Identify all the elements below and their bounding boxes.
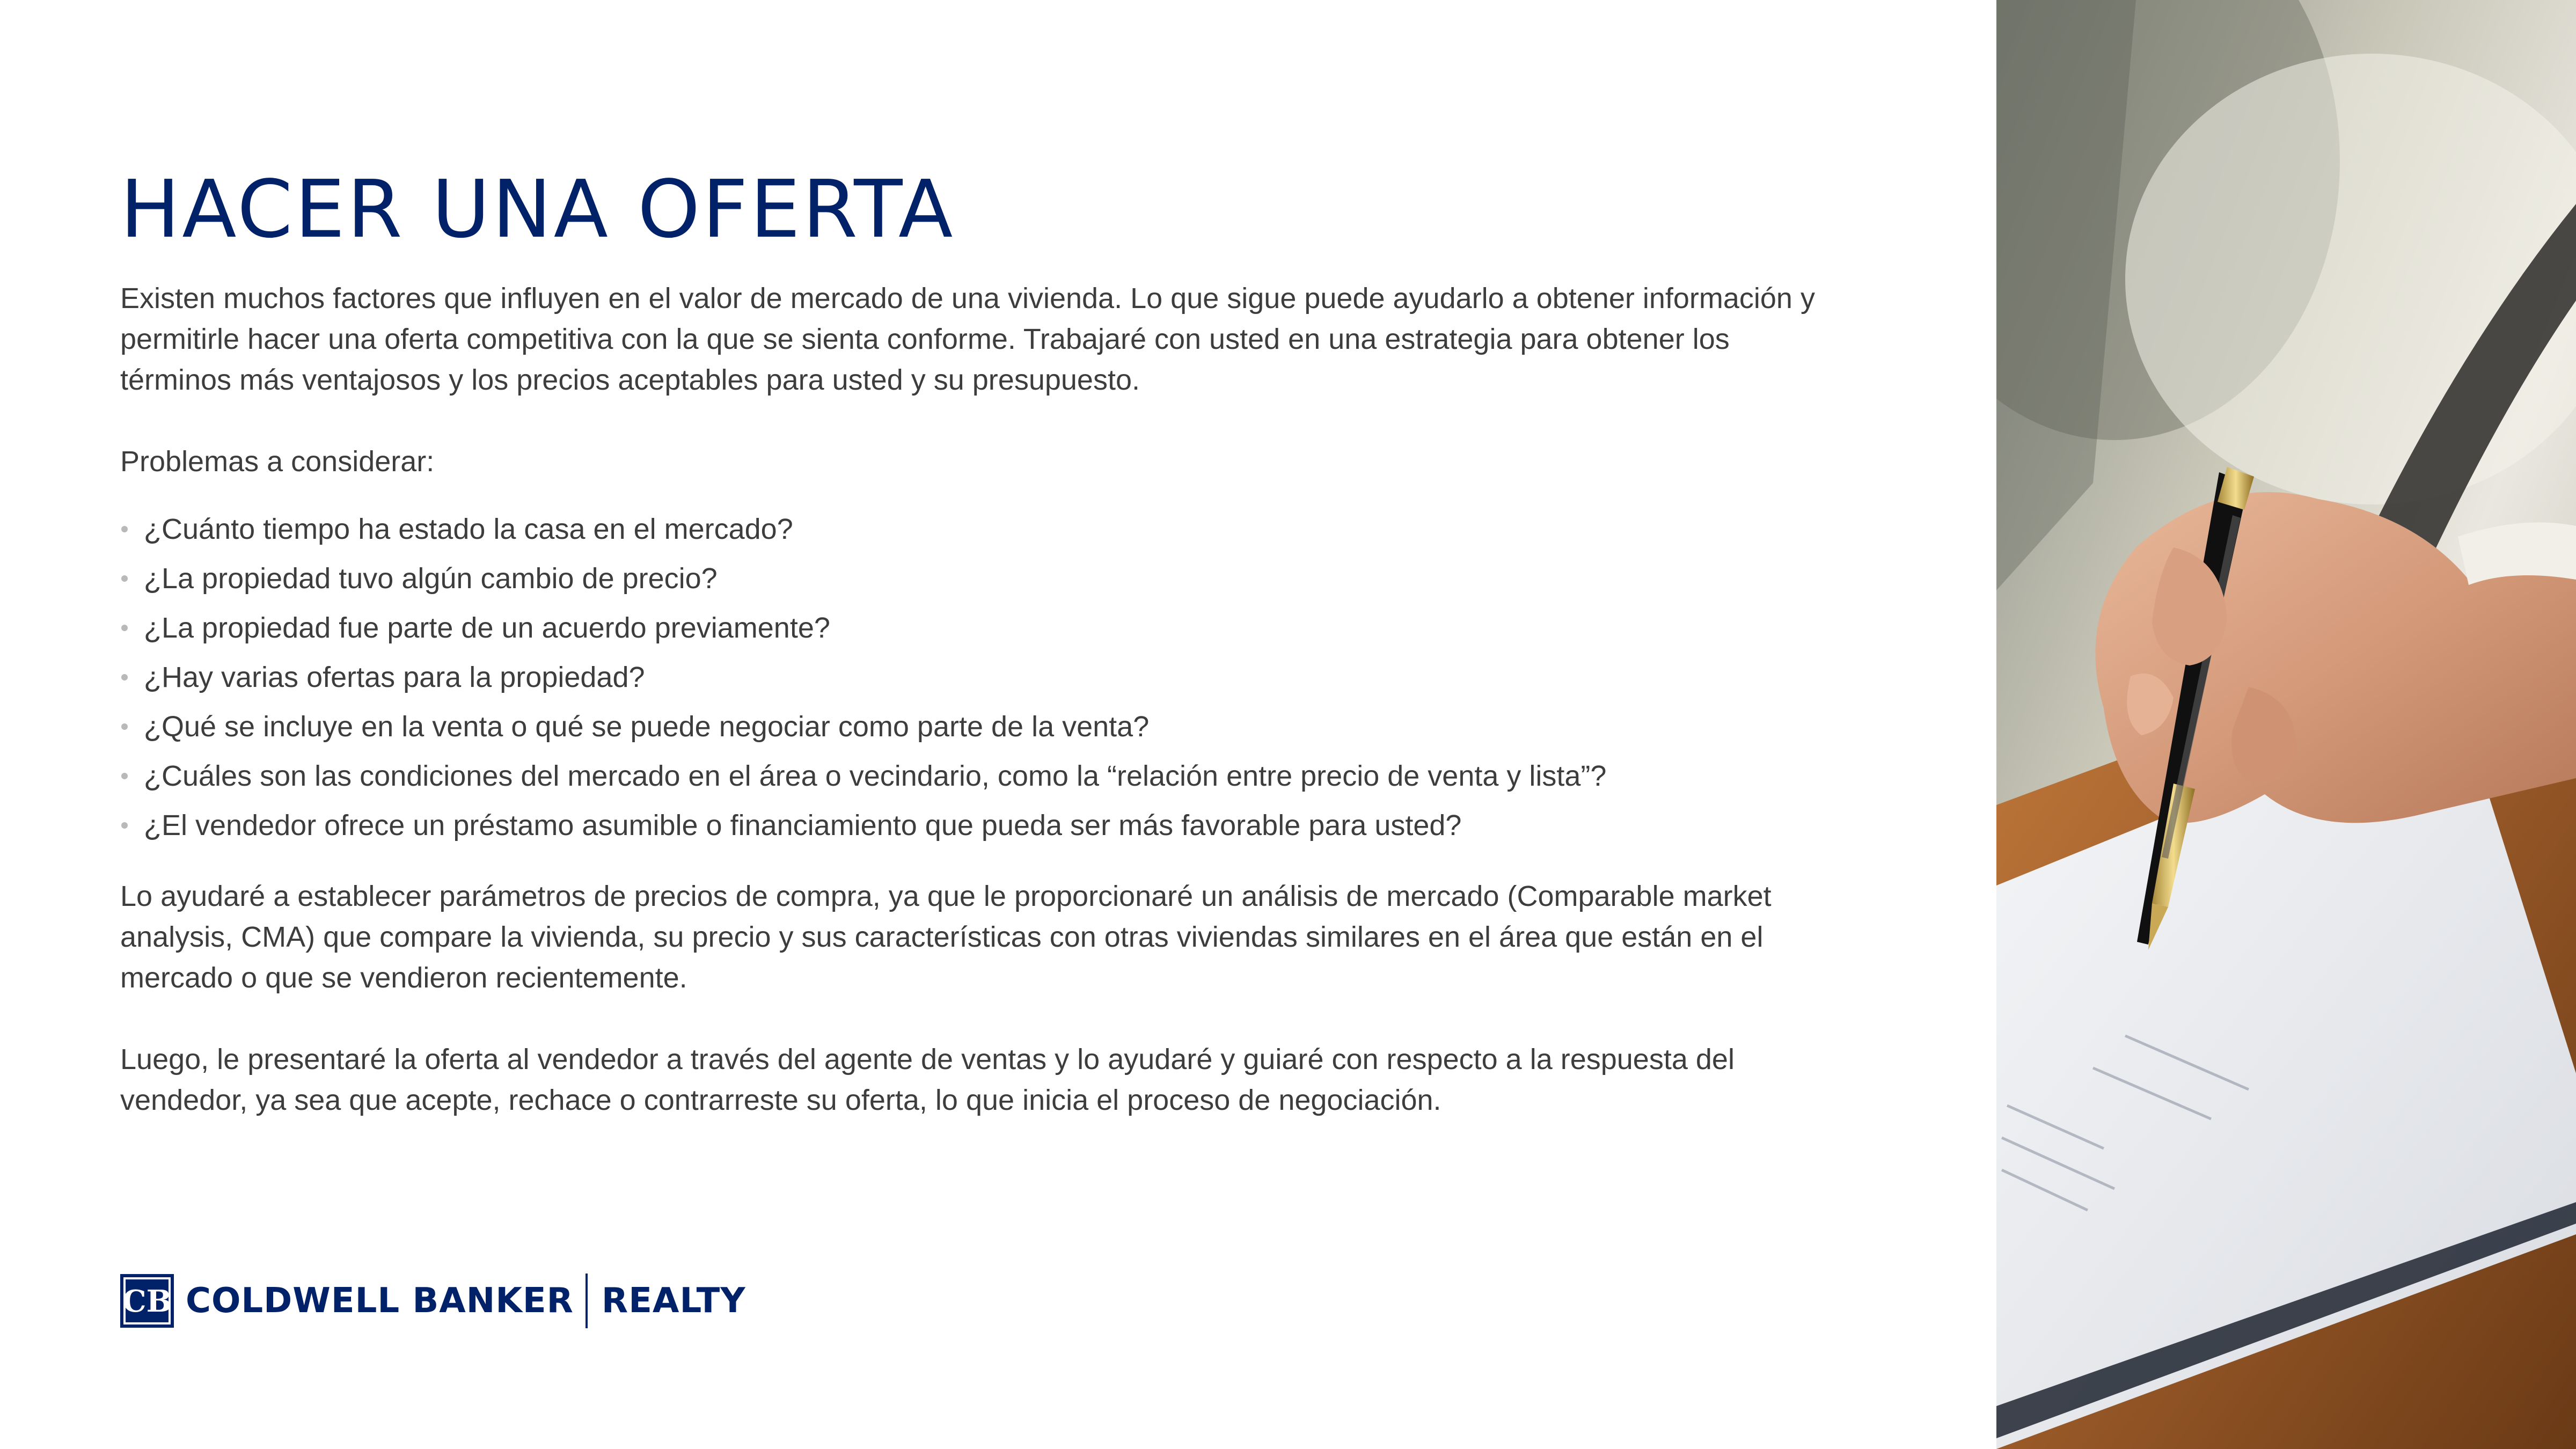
logo-mark-letters: CB (122, 1284, 172, 1319)
bullet-icon (121, 822, 128, 829)
logo-division-text: REALTY (601, 1281, 746, 1321)
problems-list (120, 504, 1816, 850)
list-item (120, 504, 1816, 554)
intro-paragraph: Existen muchos factores que influyen en el valor de mercado de una vivienda. Lo que sigue puede ayudarlo a obtener información y permitirle hacer una oferta competitiva con la que se sienta conforme. Trabajaré con usted en una estrategia para obtener los términos más ventajosos y los precios aceptables para usted y su presupuesto. (120, 282, 1815, 396)
list-item (120, 603, 1816, 653)
logo-divider (586, 1274, 588, 1328)
bullet-icon (121, 674, 128, 680)
page-title: HACER UNA OFERTA (120, 163, 955, 255)
problems-label: Problemas a considerar: (120, 445, 435, 478)
list-item (120, 554, 1816, 603)
list-item (120, 801, 1816, 850)
cb-logo-icon (120, 1274, 174, 1328)
list-item (120, 702, 1816, 751)
list-item-text: ¿Qué se incluye en la venta o qué se puede negociar como parte de la venta? (144, 711, 1150, 743)
bullet-icon (121, 575, 128, 582)
bullet-icon (121, 723, 128, 730)
cma-paragraph: Lo ayudaré a establecer parámetros de precios de compra, ya que le proporcionaré un análisis de mercado (Comparable market analysis, CMA) que compare la vivienda, su precio y sus características con otras viviendas similares en el área que están en el mercado o que se vendieron recientemente. (120, 880, 1772, 994)
main-content (120, 161, 1816, 1121)
list-item-text: ¿Cuáles son las condiciones del mercado en el área o vecindario, como la “relación entre precio de venta y lista”? (144, 760, 1607, 792)
hand-signing-document-photo (1996, 0, 2576, 1449)
list-item-text: ¿El vendedor ofrece un préstamo asumible o financiamiento que pueda ser más favorable para usted? (144, 809, 1462, 841)
list-item-text: ¿Hay varias ofertas para la propiedad? (144, 661, 645, 693)
closing-paragraph: Luego, le presentaré la oferta al vendedor a través del agente de ventas y lo ayudaré y guiaré con respecto a la respuesta del vendedor, ya sea que acepte, rechace o contrarreste su oferta, lo que inicia el proceso de negociación. (120, 1043, 1735, 1116)
bullet-icon (121, 773, 128, 779)
list-item-text: ¿La propiedad tuvo algún cambio de precio? (144, 562, 718, 595)
logo-brand-text: COLDWELL BANKER (186, 1281, 574, 1321)
bullet-icon (121, 526, 128, 532)
bullet-icon (121, 625, 128, 631)
brand-logo (120, 1273, 746, 1329)
list-item (120, 751, 1816, 801)
list-item (120, 653, 1816, 702)
list-item-text: ¿Cuánto tiempo ha estado la casa en el mercado? (144, 513, 793, 545)
list-item-text: ¿La propiedad fue parte de un acuerdo previamente? (144, 612, 830, 644)
